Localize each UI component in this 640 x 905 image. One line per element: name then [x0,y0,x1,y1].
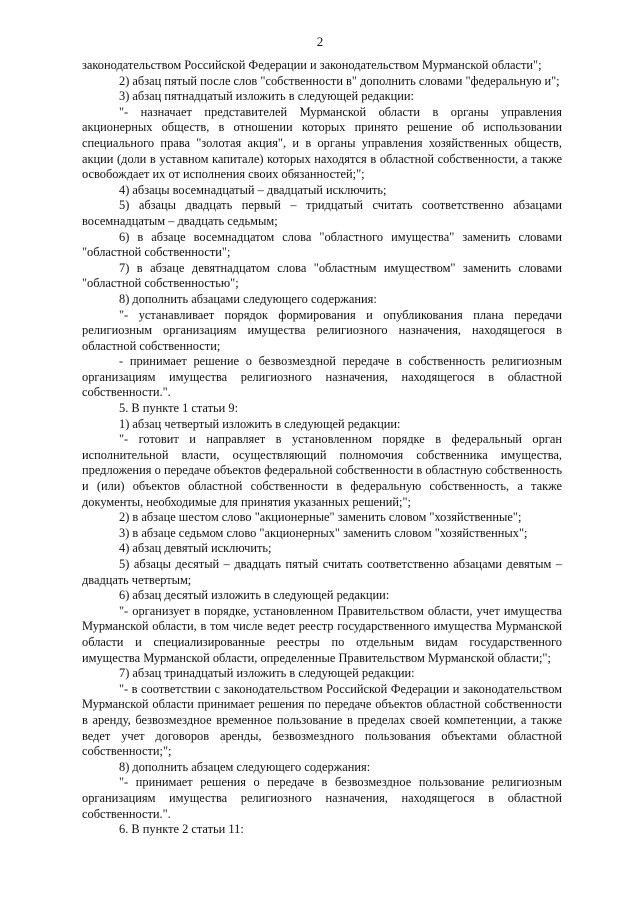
paragraph: 2) в абзаце шестом слово "акционерные" заменить словом "хозяйственные"; [119,510,522,525]
paragraph: 7) абзац тринадцатый изложить в следующей редакции: [119,666,415,681]
paragraph: 3) абзац пятнадцатый изложить в следующей редакции: [119,89,414,104]
paragraph: "- в соответствии с законодательством Российской Федерации и законодательством Мурманской области принимает решения по передаче объектов областной собственности в аренду, безвозмездное временное пользование в пределах своей компетенции, а также ведет учет договоров аренды, безвозмездного пользования объектами областной собственности;"; [82,681,562,759]
paragraph: 8) дополнить абзацем следующего содержания: [119,759,371,774]
paragraph: "- устанавливает порядок формирования и опубликования плана передачи религиозным организациям имущества религиозного назначения, находящегося в областной собственности; [82,307,562,353]
paragraph: 7) в абзаце девятнадцатом слова "областным имуществом" заменить словами "областной собственностью"; [82,260,562,291]
paragraph: 4) абзац девятый исключить; [119,541,272,556]
paragraph: 8) дополнить абзацами следующего содержания: [119,291,377,306]
paragraph: 5. В пункте 1 статьи 9: [119,401,239,416]
paragraph: "- назначает представителей Мурманской области в органы управления акционерных обществ, в отношении которых принято решение об использовании специального права "золотая акция", и в органы управления хозяйственных обществ, акции (доли в уставном капитале) которых находятся в областной собственности, а также освобождает их от исполнения своих обязанностей;"; [82,104,562,182]
paragraph: 4) абзацы восемнадцатый – двадцатый исключить; [119,182,387,197]
paragraph: 5) абзацы двадцать первый – тридцатый считать соответственно абзацами восемнадцатым – двадцать седьмым; [82,198,562,228]
paragraph: "- принимает решения о передаче в безвозмездное пользование религиозным организациям имущества религиозного назначения, находящегося в областной собственности.". [82,775,562,821]
paragraph: законодательством Российской Федерации и законодательством Мурманской области"; [82,58,542,72]
paragraph: - принимает решение о безвозмездной передаче в собственность религиозным организациям имущества религиозного назначения, находящегося в областной собственности.". [82,354,562,400]
page-number: 2 [316,34,324,49]
paragraph: 3) в абзаце седьмом слово "акционерных" заменить словом "хозяйственных"; [119,525,528,540]
paragraph: 2) абзац пятый после слов "собственности в" дополнить словами "федеральную и"; [119,73,560,88]
paragraph: 5) абзацы десятый – двадцать пятый считать соответственно абзацами девятым – двадцать четвертым; [82,557,562,587]
paragraph: 6) в абзаце восемнадцатом слова "областного имущества" заменить словами "областной собственности"; [82,229,562,260]
paragraph: 1) абзац четвертый изложить в следующей редакции: [119,416,401,431]
paragraph: "- готовит и направляет в установленном порядке в федеральный орган исполнительной власти, осуществляющий полномочия собственника имущества, предложения о передаче объектов федеральной собственности в областную собственность и (или) объектов областной собственности в федеральную собственность, а также документы, необходимые для принятия указанных решений;"; [82,432,562,509]
document-body [82,58,562,838]
paragraph: "- организует в порядке, установленном Правительством области, учет имущества Мурманской области, в том числе ведет реестр государственного имущества Мурманской области и специализированные реестры по отдельным видам государственного имущества Мурманской области, определенные Правительством Мурманской области;"; [82,603,562,665]
paragraph: 6) абзац десятый изложить в следующей редакции: [119,588,390,603]
paragraph: 6. В пункте 2 статьи 11: [119,822,244,837]
